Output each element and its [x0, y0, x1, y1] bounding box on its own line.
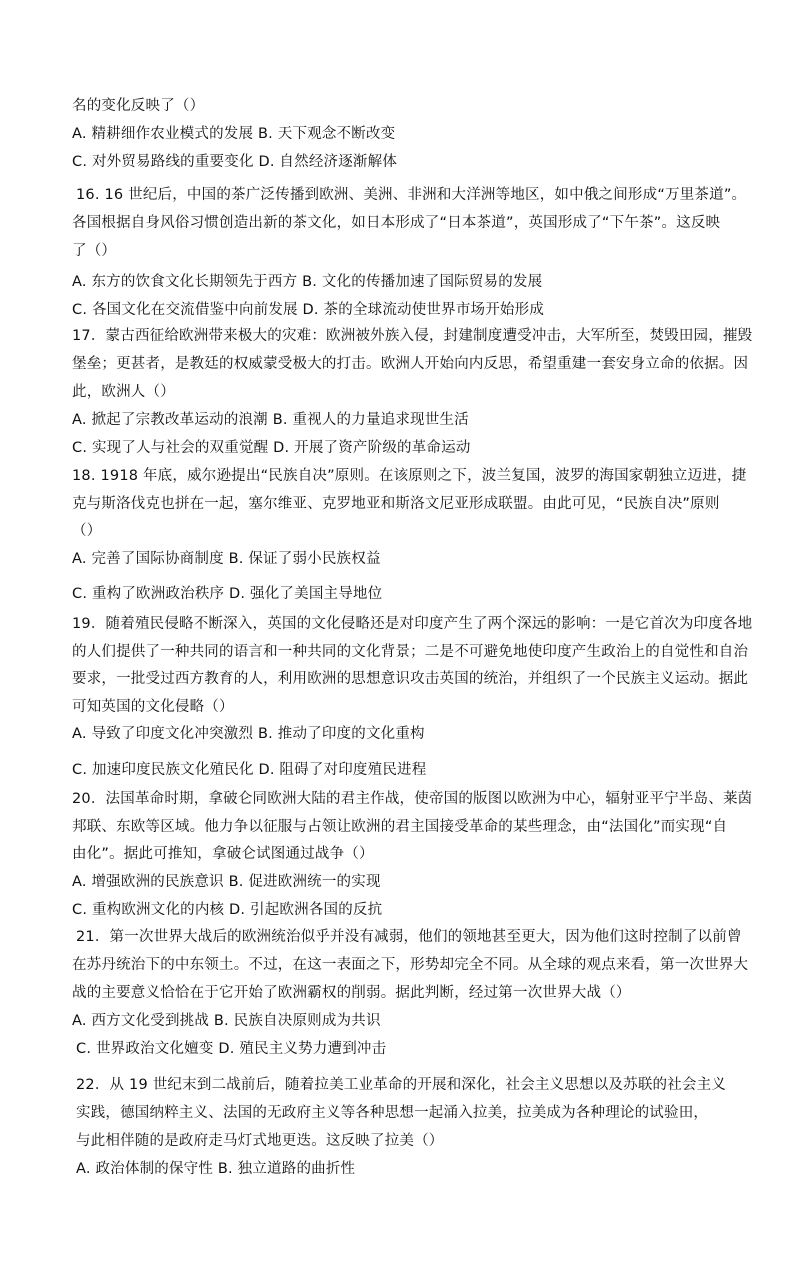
- q17-stem-line-1: 17．蒙古西征给欧洲带来极大的灾难：欧洲被外族入侵，封建制度遭受冲击，大军所至，焚毁田园，摧毁: [72, 328, 753, 344]
- q16-options-cd: C. 各国文化在交流借鉴中向前发展 D. 茶的全球流动使世界市场开始形成: [72, 302, 545, 318]
- q16-stem-line-3: 了（）: [72, 243, 117, 259]
- q15-stem-line: 名的变化反映了（）: [72, 98, 205, 114]
- q21-stem-line-1: 21．第一次世界大战后的欧洲统治似乎并没有减弱，他们的领地甚至更大，因为他们这时控制了以前曾: [76, 929, 742, 945]
- q21-stem-line-2: 在苏丹统治下的中东领土。不过，在这一表面之下，形势却完全不同。从全球的观点来看，第一次世界大: [72, 957, 749, 973]
- q18-options-cd: C. 重构了欧洲政治秩序 D. 强化了美国主导地位: [72, 586, 383, 602]
- q19-stem-line-1: 19．随着殖民侵略不断深入，英国的文化侵略还是对印度产生了两个深远的影响：一是它首次为印度各地: [72, 616, 753, 632]
- q17-options-ab: A. 掀起了宗教改革运动的浪潮 B. 重视人的力量追求现世生活: [72, 412, 469, 428]
- q22-stem-line-1: 22．从 19 世纪末到二战前后，随着拉美工业革命的开展和深化，社会主义思想以及苏联的社会主义: [76, 1077, 727, 1093]
- q19-stem-line-4: 可知英国的文化侵略（）: [72, 699, 234, 715]
- q20-options-ab: A. 增强欧洲的民族意识 B. 促进欧洲统一的实现: [72, 874, 381, 890]
- q18-options-ab: A. 完善了国际协商制度 B. 保证了弱小民族权益: [72, 551, 381, 567]
- q21-options-cd: C. 世界政治文化嬗变 D. 殖民主义势力遭到冲击: [76, 1041, 387, 1057]
- q20-stem-line-1: 20．法国革命时期，拿破仑同欧洲大陆的君主作战，使帝国的版图以欧洲为中心，辐射亚平宁半岛、莱茵: [72, 791, 753, 807]
- q16-stem-line-1: 16. 16 世纪后，中国的茶广泛传播到欧洲、美洲、非洲和大洋洲等地区，如中俄之间形成“万里茶道”。: [76, 187, 747, 203]
- q18-stem-line-3: （）: [72, 523, 102, 539]
- q18-stem-line-1: 18. 1918 年底，威尔逊提出“民族自决”原则。在该原则之下，波兰复国，波罗的海国家朝独立迈进，捷: [72, 468, 747, 484]
- q20-stem-line-3: 由化”。据此可推知，拿破仑试图通过战争（）: [72, 846, 374, 862]
- q15-options-ab: A. 精耕细作农业模式的发展 B. 天下观念不断改变: [72, 126, 396, 142]
- q17-options-cd: C. 实现了人与社会的双重觉醒 D. 开展了资产阶级的革命运动: [72, 440, 471, 456]
- q20-options-cd: C. 重构欧洲文化的内核 D. 引起欧洲各国的反抗: [72, 902, 383, 918]
- q22-options-ab: A. 政治体制的保守性 B. 独立道路的曲折性: [76, 1161, 356, 1177]
- q16-stem-line-2: 各国根据自身风俗习惯创造出新的茶文化，如日本形成了“日本茶道”，英国形成了“下午茶”。这反映: [72, 215, 721, 231]
- q19-options-cd: C. 加速印度民族文化殖民化 D. 阻碍了对印度殖民进程: [72, 762, 427, 778]
- q22-stem-line-2: 实践，德国纳粹主义、法国的无政府主义等各种思想一起涌入拉美，拉美成为各种理论的试验田，: [76, 1105, 709, 1121]
- q17-stem-line-3: 此，欧洲人（）: [72, 384, 175, 400]
- q21-stem-line-3: 战的主要意义恰恰在于它开始了欧洲霸权的削弱。据此判断，经过第一次世界大战（）: [72, 985, 631, 1001]
- q20-stem-line-2: 邦联、东欧等区域。他力争以征服与占领让欧洲的君主国接受革命的某些理念，由“法国化”而实现“自: [72, 819, 728, 835]
- q22-stem-line-3: 与此相伴随的是政府走马灯式地更迭。这反映了拉美（）: [76, 1133, 444, 1149]
- q19-stem-line-3: 要求，一批受过西方教育的人，利用欧洲的思想意识攻击英国的统治，并组织了一个民族主义运动。据此: [72, 671, 749, 687]
- q19-options-ab: A. 导致了印度文化冲突激烈 B. 推动了印度的文化重构: [72, 726, 425, 742]
- q18-stem-line-2: 克与斯洛伐克也拼在一起，塞尔维亚、克罗地亚和斯洛文尼亚形成联盟。由此可见，“民族自决”原则: [72, 496, 720, 512]
- q21-options-ab: A. 西方文化受到挑战 B. 民族自决原则成为共识: [72, 1013, 381, 1029]
- q17-stem-line-2: 堡垒；更甚者，是教廷的权威蒙受极大的打击。欧洲人开始向内反思，希望重建一套安身立命的依据。因: [72, 356, 749, 372]
- q16-options-ab: A. 东方的饮食文化长期领先于西方 B. 文化的传播加速了国际贸易的发展: [72, 274, 543, 290]
- q15-options-cd: C. 对外贸易路线的重要变化 D. 自然经济逐渐解体: [72, 154, 398, 170]
- q19-stem-line-2: 的人们提供了一种共同的语言和一种共同的文化背景；二是不可避免地使印度产生政治上的自觉性和自治: [72, 644, 749, 660]
